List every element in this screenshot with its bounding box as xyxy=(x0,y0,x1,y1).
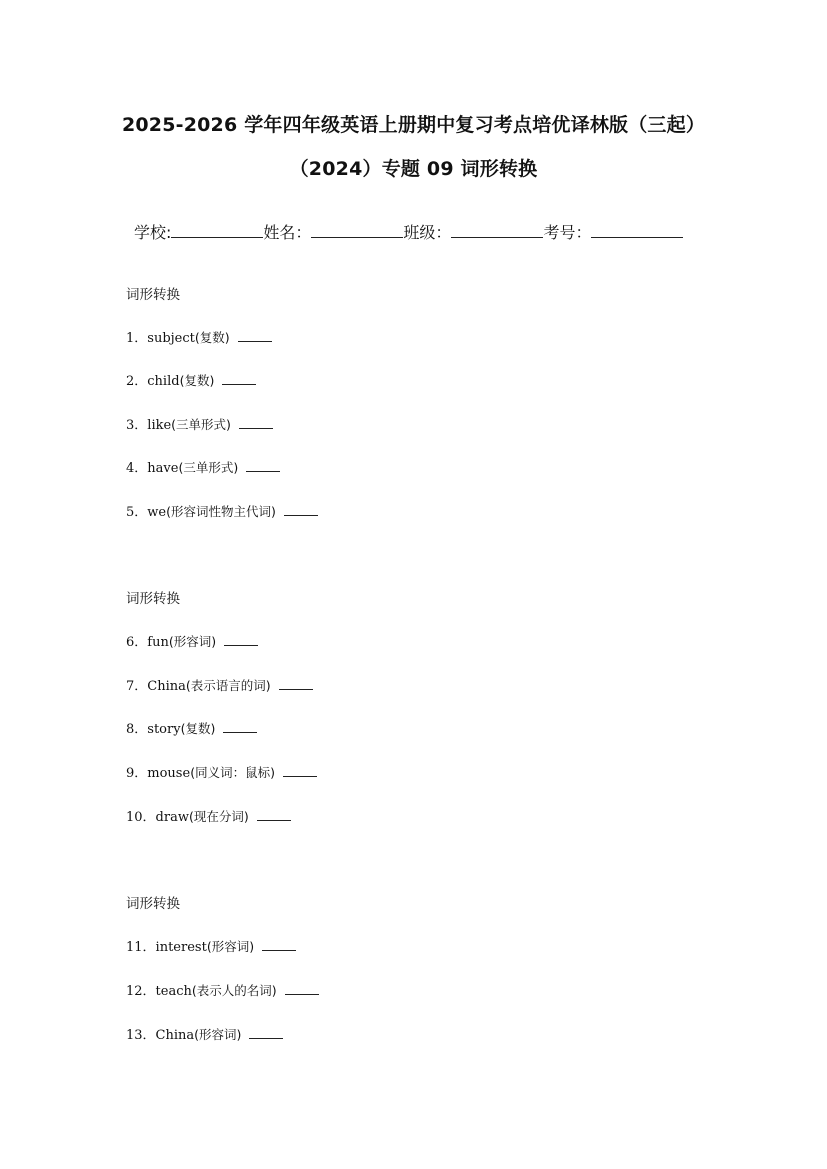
question-hint: (形容词) xyxy=(168,634,217,649)
question-number: 8． xyxy=(126,722,148,737)
student-info-row xyxy=(134,220,683,243)
question-number: 3． xyxy=(126,418,148,433)
question-item xyxy=(126,675,313,694)
school-blank[interactable] xyxy=(171,222,263,238)
answer-blank[interactable] xyxy=(262,938,296,951)
question-item xyxy=(126,327,272,346)
question-number: 13． xyxy=(126,1028,156,1043)
question-hint: (表示人的名词) xyxy=(191,983,277,998)
document-title-line-2: （2024）专题 09 词形转换 xyxy=(289,158,538,180)
answer-blank[interactable] xyxy=(283,764,317,777)
question-hint: (形容词性物主代词) xyxy=(166,504,276,519)
name-label: 姓名： xyxy=(263,223,312,242)
question-hint: (现在分词) xyxy=(188,809,249,824)
answer-blank[interactable] xyxy=(249,1026,283,1039)
question-word: have xyxy=(147,461,179,476)
question-word: teach xyxy=(155,984,192,999)
document-title-line-1: 2025-2026 学年四年级英语上册期中复习考点培优译林版（三起） xyxy=(121,114,706,136)
answer-blank[interactable] xyxy=(284,503,318,516)
question-hint: (三单形式) xyxy=(171,417,231,432)
exam-number-label: 考号： xyxy=(543,223,592,242)
question-item xyxy=(126,414,273,433)
class-blank[interactable] xyxy=(451,222,543,238)
question-word: mouse xyxy=(147,766,191,781)
question-item xyxy=(126,631,258,650)
question-word: China xyxy=(155,1028,195,1043)
question-item xyxy=(126,457,280,476)
question-word: fun xyxy=(147,635,169,650)
answer-blank[interactable] xyxy=(238,329,272,342)
answer-blank[interactable] xyxy=(224,633,258,646)
question-hint: (三单形式) xyxy=(178,460,239,475)
question-word: interest xyxy=(155,940,207,955)
section-heading: 词形转换 xyxy=(126,287,180,303)
question-number: 12． xyxy=(126,984,156,999)
name-blank[interactable] xyxy=(311,222,403,238)
school-label: 学校: xyxy=(134,223,172,242)
question-hint: (复数) xyxy=(180,721,216,736)
question-number: 9． xyxy=(126,766,148,781)
question-item xyxy=(126,1024,283,1043)
question-number: 10． xyxy=(126,810,156,825)
class-label: 班级： xyxy=(403,223,452,242)
section-heading: 词形转换 xyxy=(126,591,180,607)
question-word: draw xyxy=(155,810,189,825)
question-item xyxy=(126,936,296,955)
question-number: 2． xyxy=(126,374,148,389)
question-hint: (同义词：鼠标) xyxy=(190,765,275,780)
question-item xyxy=(126,762,317,781)
question-hint: (表示语言的词) xyxy=(185,678,271,693)
question-word: child xyxy=(147,374,180,389)
question-word: China xyxy=(147,679,186,694)
section-heading: 词形转换 xyxy=(126,896,180,912)
question-item xyxy=(126,370,256,389)
question-hint: (形容词) xyxy=(194,1027,242,1042)
question-number: 11． xyxy=(126,940,156,955)
question-hint: (复数) xyxy=(179,373,215,388)
question-number: 6． xyxy=(126,635,148,650)
question-word: like xyxy=(147,418,172,433)
answer-blank[interactable] xyxy=(285,982,319,995)
question-item xyxy=(126,980,319,999)
question-item xyxy=(126,806,291,825)
question-word: story xyxy=(147,722,181,737)
question-word: we xyxy=(147,505,167,520)
answer-blank[interactable] xyxy=(223,720,257,733)
question-number: 4． xyxy=(126,461,148,476)
question-hint: (形容词) xyxy=(206,939,255,954)
question-number: 1． xyxy=(126,331,148,346)
answer-blank[interactable] xyxy=(239,416,273,429)
answer-blank[interactable] xyxy=(257,808,291,821)
question-number: 7． xyxy=(126,679,148,694)
answer-blank[interactable] xyxy=(246,459,280,472)
question-word: subject xyxy=(147,331,195,346)
exam-number-blank[interactable] xyxy=(591,222,683,238)
answer-blank[interactable] xyxy=(279,677,313,690)
question-hint: (复数) xyxy=(194,330,230,345)
question-item xyxy=(126,501,318,520)
question-number: 5． xyxy=(126,505,148,520)
answer-blank[interactable] xyxy=(222,372,256,385)
question-item xyxy=(126,718,257,737)
